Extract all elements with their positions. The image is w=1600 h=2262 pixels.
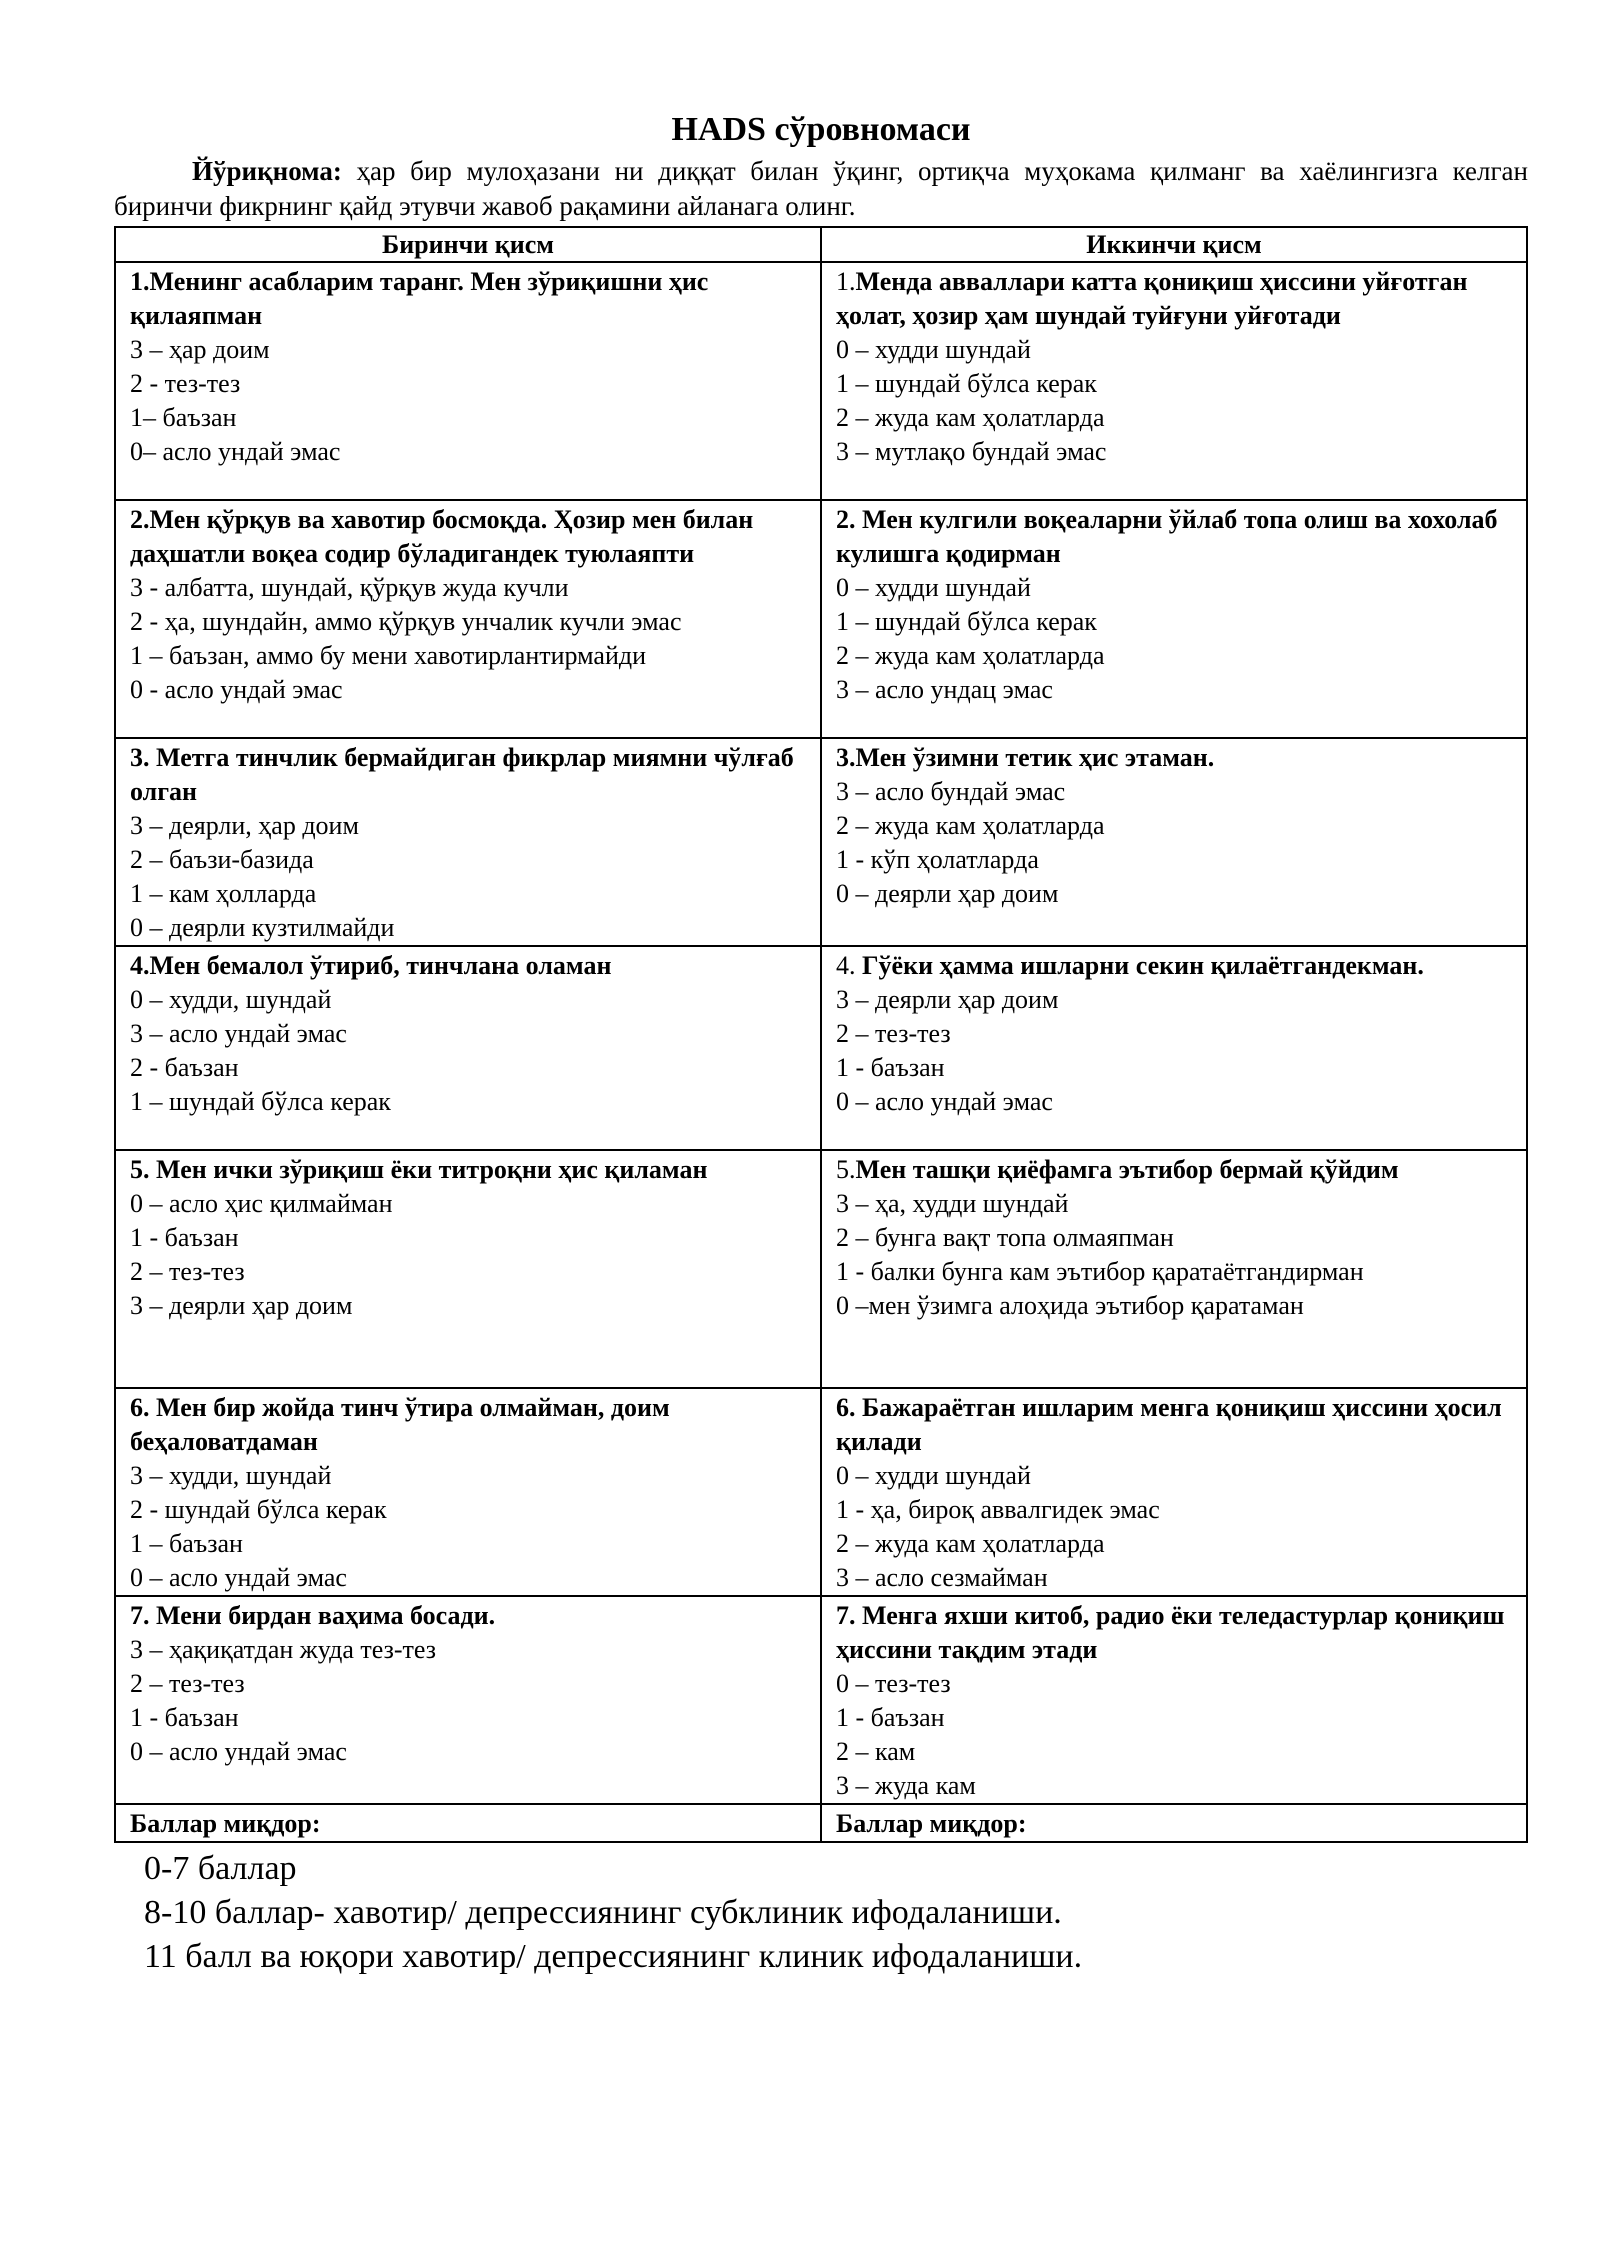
answer-option[interactable]: 1 - балки бунга кам эътибор қаратаётгандирман — [836, 1257, 1364, 1286]
question-text — [836, 1153, 1512, 1187]
scoring-legend — [144, 1847, 1528, 1979]
question-cell-left — [115, 262, 821, 500]
answer-option[interactable]: 3 – ҳа, худди шундай — [836, 1189, 1069, 1218]
question-text — [836, 503, 1512, 571]
question-cell-right — [821, 1596, 1527, 1804]
answer-option[interactable]: 0 – деярли кузтилмайди — [130, 913, 395, 942]
question-cell-right — [821, 738, 1527, 946]
answer-option[interactable]: 1 - баъзан — [836, 1053, 945, 1082]
answer-option[interactable]: 3 - албатта, шундай, қўрқув жуда кучли — [130, 573, 569, 602]
table-row — [115, 1388, 1527, 1596]
question-cell-right — [821, 946, 1527, 1150]
answer-option[interactable]: 0 – худди шундай — [836, 573, 1031, 602]
header-part-two: Иккинчи қисм — [821, 227, 1527, 262]
answer-option[interactable]: 1– баъзан — [130, 403, 237, 432]
question-label: 5. Мен ички зўриқиш ёки титроқни ҳис қиламан — [130, 1155, 708, 1184]
answer-option[interactable]: 2 – жуда кам ҳолатларда — [836, 811, 1105, 840]
answer-option[interactable]: 2 – бунга вақт топа олмаяпман — [836, 1223, 1174, 1252]
answer-option[interactable]: 3 – асло сезмайман — [836, 1563, 1048, 1592]
question-text — [130, 1599, 806, 1633]
answer-option[interactable]: 2 – жуда кам ҳолатларда — [836, 1529, 1105, 1558]
question-cell-left — [115, 1150, 821, 1388]
answer-option[interactable]: 1 - баъзан — [130, 1703, 239, 1732]
answer-option[interactable]: 3 – мутлақо бундай эмас — [836, 437, 1107, 466]
answer-option[interactable]: 0 – деярли ҳар доим — [836, 879, 1059, 908]
answer-option[interactable]: 0 – худди шундай — [836, 335, 1031, 364]
answer-option[interactable]: 2 – жуда кам ҳолатларда — [836, 403, 1105, 432]
answer-option[interactable]: 0 – асло ундай эмас — [130, 1737, 347, 1766]
question-cell-left — [115, 738, 821, 946]
score-row — [115, 1804, 1527, 1842]
instruction-paragraph — [114, 154, 1528, 224]
question-label: Мен ташқи қиёфамга эътибор бермай қўйдим — [855, 1155, 1399, 1184]
question-text — [130, 503, 806, 571]
question-label: Гўёки ҳамма ишларни секин қилаётгандекман. — [862, 951, 1424, 980]
legend-line: 11 балл ва юқори хавотир/ депрессиянинг клиник ифодаланиши. — [144, 1938, 1083, 1975]
question-label: 2. Мен кулгили воқеаларни ўйлаб топа олиш ва хохолаб кулишга қодирман — [836, 505, 1498, 568]
answer-option[interactable]: 0 – тез-тез — [836, 1669, 951, 1698]
answer-option[interactable]: 0 – худди шундай — [836, 1461, 1031, 1490]
question-label: 6. Бажараётган ишларим менга қониқиш ҳиссини ҳосил қилади — [836, 1393, 1502, 1456]
question-text — [836, 265, 1512, 333]
question-text — [836, 741, 1512, 775]
question-number: 1. — [836, 267, 856, 296]
answer-option[interactable]: 1 - баъзан — [836, 1703, 945, 1732]
question-number: 5. — [836, 1155, 856, 1184]
header-part-one: Биринчи қисм — [115, 227, 821, 262]
table-row — [115, 946, 1527, 1150]
question-text — [130, 741, 806, 809]
answer-option[interactable]: 1 – шундай бўлса керак — [836, 369, 1097, 398]
question-text — [130, 1391, 806, 1459]
answer-option[interactable]: 2 - ҳа, шундайн, аммо қўрқув унчалик кучли эмас — [130, 607, 682, 636]
answer-option[interactable]: 0 – асло ҳис қилмайман — [130, 1189, 393, 1218]
question-label: 3.Мен ўзимни тетик ҳис этаман. — [836, 743, 1215, 772]
answer-option[interactable]: 3 – асло бундай эмас — [836, 777, 1066, 806]
questionnaire-table — [114, 226, 1528, 1843]
answer-option[interactable]: 2 - баъзан — [130, 1053, 239, 1082]
table-row — [115, 500, 1527, 738]
question-cell-left — [115, 1596, 821, 1804]
answer-option[interactable]: 3 – жуда кам — [836, 1771, 976, 1800]
answer-option[interactable]: 1 – баъзан, аммо бу мени хавотирлантирмайди — [130, 641, 647, 670]
answer-option[interactable]: 3 – ҳақиқатдан жуда тез-тез — [130, 1635, 437, 1664]
answer-option[interactable]: 0 - асло ундай эмас — [130, 675, 343, 704]
score-label-right: Баллар миқдор: — [821, 1804, 1527, 1842]
table-row — [115, 1150, 1527, 1388]
question-text — [130, 949, 806, 983]
answer-option[interactable]: 1 - ҳа, бироқ аввалгидек эмас — [836, 1495, 1160, 1524]
answer-option[interactable]: 2 – тез-тез — [130, 1669, 245, 1698]
question-text — [836, 949, 1512, 983]
question-cell-right — [821, 1150, 1527, 1388]
answer-option[interactable]: 1 - кўп ҳолатларда — [836, 845, 1039, 874]
question-text — [836, 1599, 1512, 1667]
legend-line: 0-7 баллар — [144, 1850, 297, 1887]
answer-option[interactable]: 1 – баъзан — [130, 1529, 243, 1558]
instruction-text: ҳар бир мулоҳазани ни диққат билан ўқинг, ортиқча муҳокама қилманг ва хаёлингизга келган биринчи фикрнинг қайд этувчи жавоб рақамини айланага олинг. — [114, 156, 1528, 221]
question-label: 2.Мен қўрқув ва хавотир босмоқда. Ҳозир мен билан даҳшатли воқеа содир бўладигандек туюлаяпти — [130, 505, 754, 568]
page-title: HADS сўровномаси — [671, 111, 971, 148]
answer-option[interactable]: 3 – асло ундай эмас — [130, 1019, 347, 1048]
question-cell-left — [115, 500, 821, 738]
instruction-label: Йўриқнома: — [192, 156, 342, 186]
question-cell-right — [821, 262, 1527, 500]
answer-option[interactable]: 0 – асло ундай эмас — [130, 1563, 347, 1592]
answer-option[interactable]: 3 – деярли ҳар доим — [836, 985, 1059, 1014]
table-row — [115, 1596, 1527, 1804]
answer-option[interactable]: 2 – тез-тез — [836, 1019, 951, 1048]
answer-option[interactable]: 2 – кам — [836, 1737, 916, 1766]
question-cell-left — [115, 1388, 821, 1596]
answer-option[interactable]: 3 – деярли, ҳар доим — [130, 811, 359, 840]
table-row — [115, 262, 1527, 500]
question-number: 4. — [836, 951, 862, 980]
question-cell-right — [821, 500, 1527, 738]
table-header-row — [115, 227, 1527, 262]
answer-option[interactable]: 3 – асло ундац эмас — [836, 675, 1053, 704]
question-label: 3. Метга тинчлик бермайдиган фикрлар миямни чўлғаб олган — [130, 743, 794, 806]
score-label-left: Баллар миқдор: — [115, 1804, 821, 1842]
question-label: 7. Мени бирдан ваҳима босади. — [130, 1601, 496, 1630]
legend-line: 8-10 баллар- хавотир/ депрессиянинг субклиник ифодаланиши. — [144, 1894, 1062, 1931]
answer-option[interactable]: 3 – худди, шундай — [130, 1461, 332, 1490]
answer-option[interactable]: 2 – баъзи-базида — [130, 845, 314, 874]
question-text — [836, 1391, 1512, 1459]
question-text — [130, 1153, 806, 1187]
table-row — [115, 738, 1527, 946]
answer-option[interactable]: 2 - шундай бўлса керак — [130, 1495, 387, 1524]
answer-option[interactable]: 1 - баъзан — [130, 1223, 239, 1252]
question-cell-left — [115, 946, 821, 1150]
question-label: 6. Мен бир жойда тинч ўтира олмайман, доим беҳаловатдаман — [130, 1393, 670, 1456]
answer-option[interactable]: 1 – шундай бўлса керак — [130, 1087, 391, 1116]
answer-option[interactable]: 0 –мен ўзимга алоҳида эътибор қаратаман — [836, 1291, 1304, 1320]
document-page — [114, 108, 1528, 1979]
question-label: 1.Менинг асабларим таранг. Мен зўриқишни ҳис қилаяпман — [130, 267, 709, 330]
question-label: 7. Менга яхши китоб, радио ёки теледастурлар қониқиш ҳиссини тақдим этади — [836, 1601, 1505, 1664]
answer-option[interactable]: 2 – тез-тез — [130, 1257, 245, 1286]
answer-option[interactable]: 0 – асло ундай эмас — [836, 1087, 1053, 1116]
answer-option[interactable]: 3 – деярли ҳар доим — [130, 1291, 353, 1320]
question-text — [130, 265, 806, 333]
answer-option[interactable]: 1 – кам ҳолларда — [130, 879, 317, 908]
question-cell-right — [821, 1388, 1527, 1596]
answer-option[interactable]: 3 – ҳар доим — [130, 335, 270, 364]
question-label: Менда авваллари катта қониқиш ҳиссини уйғотган ҳолат, ҳозир ҳам шундай туйғуни уйғотади — [836, 267, 1468, 330]
answer-option[interactable]: 0 – худди, шундай — [130, 985, 332, 1014]
answer-option[interactable]: 2 – жуда кам ҳолатларда — [836, 641, 1105, 670]
answer-option[interactable]: 1 – шундай бўлса керак — [836, 607, 1097, 636]
answer-option[interactable]: 2 - тез-тез — [130, 369, 241, 398]
question-label: 4.Мен бемалол ўтириб, тинчлана оламан — [130, 951, 612, 980]
answer-option[interactable]: 0– асло ундай эмас — [130, 437, 341, 466]
